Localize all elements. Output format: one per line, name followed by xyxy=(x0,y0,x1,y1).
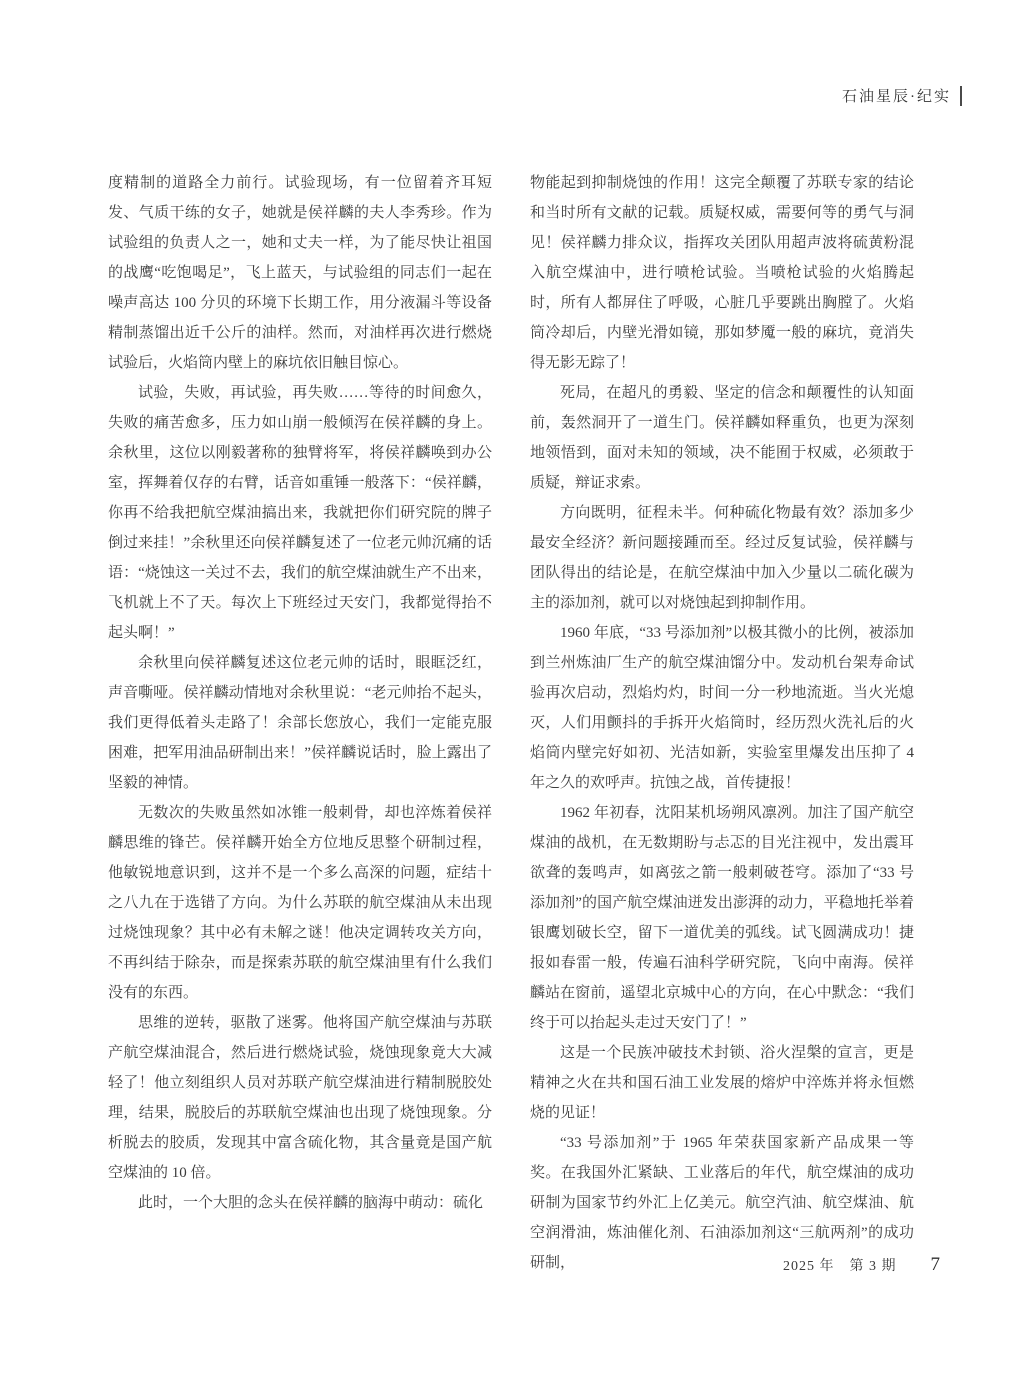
paragraph: 思维的逆转，驱散了迷雾。他将国产航空煤油与苏联产航空煤油混合，然后进行燃烧试验，烧蚀现象竟大大减轻了！他立刻组织人员对苏联产航空煤油进行精制脱胶处理，结果，脱胶后的苏联航空煤油也出现了烧蚀现象。分析脱去的胶质，发现其中富含硫化物，其含量竟是国产航空煤油的 10 倍。 xyxy=(108,1015,492,1181)
paragraph: 物能起到抑制烧蚀的作用！这完全颠覆了苏联专家的结论和当时所有文献的记载。质疑权威，需要何等的勇气与洞见！侯祥麟力排众议，指挥攻关团队用超声波将硫黄粉混入航空煤油中，进行喷枪试验。当喷枪试验的火焰腾起时，所有人都屏住了呼吸，心脏几乎要跳出胸膛了。火焰筒冷却后，内壁光滑如镜，那如梦魇一般的麻坑，竟消失得无影无踪了！ xyxy=(530,175,914,371)
paragraph: 此时，一个大胆的念头在侯祥麟的脑海中萌动：硫化 xyxy=(138,1195,484,1211)
paragraph: 方向既明，征程未半。何种硫化物最有效？添加多少最安全经济？新问题接踵而至。经过反复试验，侯祥麟与团队得出的结论是，在航空煤油中加入少量以二硫化碳为主的添加剂，就可以对烧蚀起到抑制作用。 xyxy=(530,505,914,611)
page-header xyxy=(842,85,962,106)
paragraph: 无数次的失败虽然如冰锥一般刺骨，却也淬炼着侯祥麟思维的锋芒。侯祥麟开始全方位地反思整个研制过程，他敏锐地意识到，这并不是一个多么高深的问题，症结十之八九在于选错了方向。为什么苏联的航空煤油从未出现过烧蚀现象？其中必有未解之谜！他决定调转攻关方向，不再纠结于除杂，而是探索苏联的航空煤油里有什么我们没有的东西。 xyxy=(108,805,492,1001)
paragraph: 1960 年底，“33 号添加剂”以极其微小的比例，被添加到兰州炼油厂生产的航空煤油馏分中。发动机台架寿命试验再次启动，烈焰灼灼，时间一分一秒地流逝。当火光熄灭，人们用颤抖的手拆开火焰筒时，经历烈火洗礼后的火焰筒内壁完好如初、光洁如新，实验室里爆发出压抑了 4 年之久的欢呼声。抗蚀之战，首传捷报！ xyxy=(530,625,914,791)
paragraph: 1962 年初春，沈阳某机场朔风凛冽。加注了国产航空煤油的战机，在无数期盼与忐忑的目光注视中，发出震耳欲聋的轰鸣声，如离弦之箭一般刺破苍穹。添加了“33 号添加剂”的国产航空煤油迸发出澎湃的动力，平稳地托举着银鹰划破长空，留下一道优美的弧线。试飞圆满成功！捷报如春雷一般，传遍石油科学研究院，飞向中南海。侯祥麟站在窗前，遥望北京城中心的方向，在心中默念：“我们终于可以抬起头走过天安门了！” xyxy=(530,805,914,1031)
right-column xyxy=(530,168,914,1278)
page-number: 7 xyxy=(930,1254,940,1275)
paragraph: “33 号添加剂”于 1965 年荣获国家新产品成果一等奖。在我国外汇紧缺、工业落后的年代，航空煤油的成功研制为国家节约外汇上亿美元。航空汽油、航空煤油、航空润滑油，炼油催化剂、石油添加剂这“三航两剂”的成功研制， xyxy=(530,1135,914,1271)
paragraph: 度精制的道路全力前行。试验现场，有一位留着齐耳短发、气质干练的女子，她就是侯祥麟的夫人李秀珍。作为试验组的负责人之一，她和丈夫一样，为了能尽快让祖国的战鹰“吃饱喝足”，飞上蓝天，与试验组的同志们一起在噪声高达 100 分贝的环境下长期工作，用分液漏斗等设备精制蒸馏出近千公斤的油样。然而，对油样再次进行燃烧试验后，火焰筒内壁上的麻坑依旧触目惊心。 xyxy=(108,175,492,371)
header-divider xyxy=(960,86,962,106)
section-title: 石油星辰·纪实 xyxy=(842,89,951,105)
paragraph: 死局，在超凡的勇毅、坚定的信念和颠覆性的认知面前，轰然洞开了一道生门。侯祥麟如释重负，也更为深刻地领悟到，面对未知的领域，决不能囿于权威，必须敢于质疑，辩证求索。 xyxy=(530,385,914,491)
article-body xyxy=(108,168,914,1278)
left-column xyxy=(108,168,492,1278)
paragraph: 这是一个民族冲破技术封锁、浴火涅槃的宣言，更是精神之火在共和国石油工业发展的熔炉中淬炼并将永恒燃烧的见证！ xyxy=(530,1045,914,1121)
paragraph: 试验，失败，再试验，再失败……等待的时间愈久，失败的痛苦愈多，压力如山崩一般倾泻在侯祥麟的身上。余秋里，这位以刚毅著称的独臂将军，将侯祥麟唤到办公室，挥舞着仅存的右臂，话音如重锤一般落下：“侯祥麟，你再不给我把航空煤油搞出来，我就把你们研究院的牌子倒过来挂！”余秋里还向侯祥麟复述了一位老元帅沉痛的话语：“烧蚀这一关过不去，我们的航空煤油就生产不出来，飞机就上不了天。每次上下班经过天安门，我都觉得抬不起头啊！” xyxy=(108,385,492,641)
issue-info: 2025 年 第 3 期 xyxy=(783,1259,897,1274)
paragraph: 余秋里向侯祥麟复述这位老元帅的话时，眼眶泛红，声音嘶哑。侯祥麟动情地对余秋里说：“老元帅抬不起头，我们更得低着头走路了！余部长您放心，我们一定能克服困难，把军用油品研制出来！”侯祥麟说话时，脸上露出了坚毅的神情。 xyxy=(108,655,492,791)
page-footer xyxy=(783,1254,940,1276)
